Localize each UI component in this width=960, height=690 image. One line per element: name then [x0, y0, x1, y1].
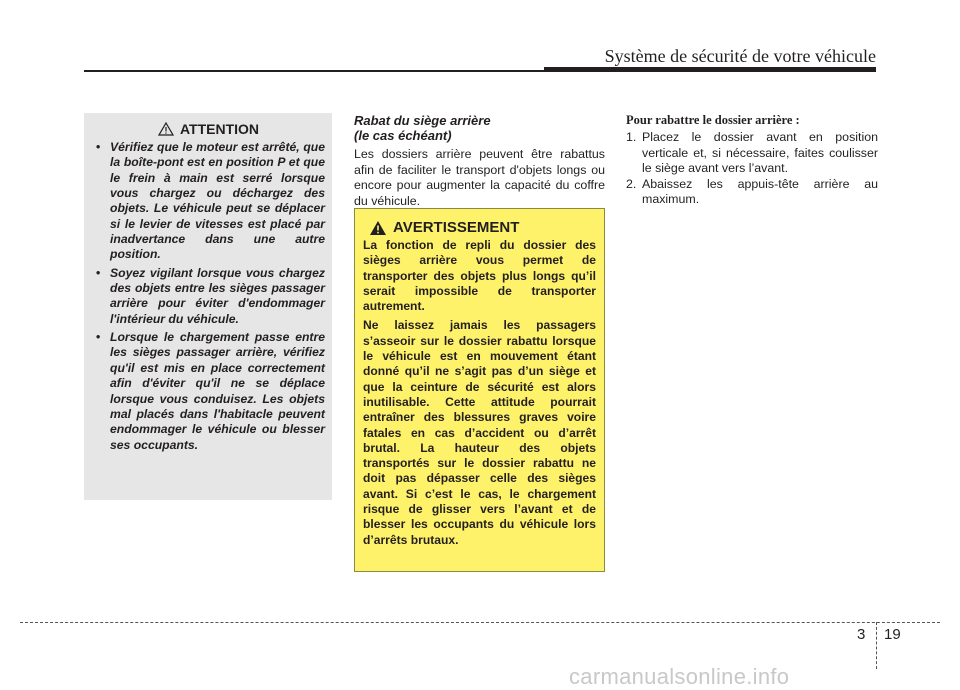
caution-triangle-icon: [158, 122, 174, 136]
instruction-step: [626, 130, 878, 177]
warning-triangle-icon: [369, 220, 387, 236]
attention-title: ATTENTION: [179, 121, 260, 137]
attention-list: [92, 140, 325, 453]
instruction-step: [626, 177, 878, 208]
page-header-title: Système de sécurité de votre véhicule: [604, 46, 876, 66]
attention-heading: [92, 121, 325, 137]
step-number: 2.: [626, 176, 637, 191]
header-rule-accent: [544, 67, 876, 72]
step-text: Placez le dossier avant en position verticale et, si nécessaire, faites coulisser le siège avant vers l’avant.: [642, 130, 878, 176]
attention-item: • Soyez vigilant lorsque vous chargez des objets entre les sièges passager arrière pour éviter d'endommager l'intérieur du véhicule.: [92, 266, 325, 327]
attention-box: [84, 113, 332, 500]
warning-heading: [363, 219, 596, 236]
instructions-column: [626, 113, 878, 208]
chapter-number: 3: [857, 626, 866, 643]
step-text: Abaissez les appuis-tête arrière au maximum.: [642, 176, 878, 207]
instructions-title: Pour rabattre le dossier arrière :: [626, 113, 800, 127]
section-body: Les dossiers arrière peuvent être rabattus afin de faciliter le transport d'objets longs ou encore pour augmenter la capacité du coffre du véhicule.: [354, 147, 605, 208]
warning-box: [354, 208, 605, 572]
warning-title: AVERTISSEMENT: [393, 219, 520, 236]
page-number: 19: [884, 626, 901, 643]
watermark: carmanualsonline.info: [569, 664, 790, 689]
section-title-line2: (le cas échéant): [354, 128, 452, 143]
section-column: [354, 113, 605, 209]
section-title-line1: Rabat du siège arrière: [354, 113, 491, 128]
attention-item: • Lorsque le chargement passe entre les sièges passager arrière, vérifiez qu'il est mis en place correctement afin d'éviter qu'il ne se déplace lorsque vous conduisez. Les objets mal placés dans l'habitacle peuvent endommager le véhicule ou blesser ses occupants.: [92, 330, 325, 453]
attention-item: • Vérifiez que le moteur est arrêté, que la boîte-pont est en position P et que le frein à main est serré lorsque vous chargez ou déchargez des objets. Le véhicule peut se déplacer si le levier de vitesses est placé par inadvertance dans une autre position.: [92, 140, 325, 263]
warning-paragraph: Ne laissez jamais les passagers s’asseoir sur le dossier rabattu lorsque le véhicule est en mouvement étant donné qu’il ne s’agit pas d’un siège et que la ceinture de sécurité est alors inutilisable. Cette attitude pourrait entraîner des blessures graves voire fatales en cas d’accident ou d’arrêt brutal. La hauteur des objets transportés sur le dossier rabattu ne doit pas dépasser celle des sièges avant. Si c’est le cas, le chargement risque de glisser vers l’avant et de blesser les occupants du véhicule lors d’arrêts brutaux.: [363, 318, 596, 547]
step-number: 1.: [626, 130, 637, 144]
footer-rule: [20, 622, 940, 623]
footer-divider: [876, 622, 877, 669]
section-title: [354, 113, 605, 143]
warning-paragraph: La fonction de repli du dossier des sièges arrière vous permet de transporter des objets plus longs qu’il serait impossible de transporter autrement.: [363, 238, 596, 314]
